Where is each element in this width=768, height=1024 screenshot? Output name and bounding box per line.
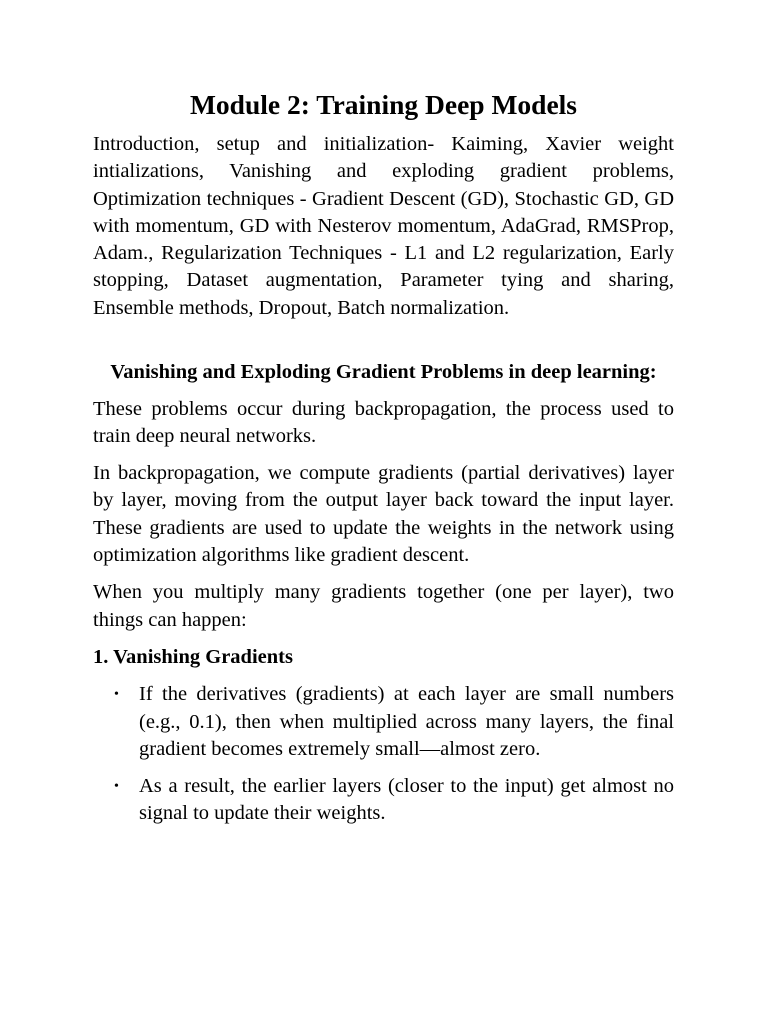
bullet-icon: • xyxy=(114,687,119,703)
body-paragraph: These problems occur during backpropagation, the process used to train deep neural networks. xyxy=(93,397,674,447)
list-item-text: If the derivatives (gradients) at each layer are small numbers (e.g., 0.1), then when multiplied across many layers, the final gradient becomes extremely small—almost zero. xyxy=(139,683,674,760)
bullet-list xyxy=(93,681,674,827)
list-item xyxy=(93,773,674,828)
page-title: Module 2: Training Deep Models xyxy=(189,89,578,120)
body-paragraph: When you multiply many gradients together (one per layer), two things can happen: xyxy=(93,581,674,631)
bullet-icon: • xyxy=(114,779,119,795)
list-item-text: As a result, the earlier layers (closer to the input) get almost no signal to update their weights. xyxy=(139,775,674,825)
section-heading: Vanishing and Exploding Gradient Problems in deep learning: xyxy=(110,361,657,384)
intro-paragraph: Introduction, setup and initialization- Kaiming, Xavier weight intializations, Vanishing and exploding gradient problems, Optimization techniques - Gradient Descent (GD), Stochastic GD, GD with momentum, GD with Nesterov momentum, AdaGrad, RMSProp, Adam., Regularization Techniques - L1 and L2 regularization, Early stopping, Dataset augmentation, Parameter tying and sharing, Ensemble methods, Dropout, Batch normalization. xyxy=(93,133,674,319)
document-page xyxy=(93,86,674,838)
body-paragraph: In backpropagation, we compute gradients (partial derivatives) layer by layer, moving from the output layer back toward the input layer. These gradients are used to update the weights in the network using optimization algorithms like gradient descent. xyxy=(93,462,674,567)
subheading-vanishing-gradients: 1. Vanishing Gradients xyxy=(93,645,293,668)
list-item xyxy=(93,681,674,763)
